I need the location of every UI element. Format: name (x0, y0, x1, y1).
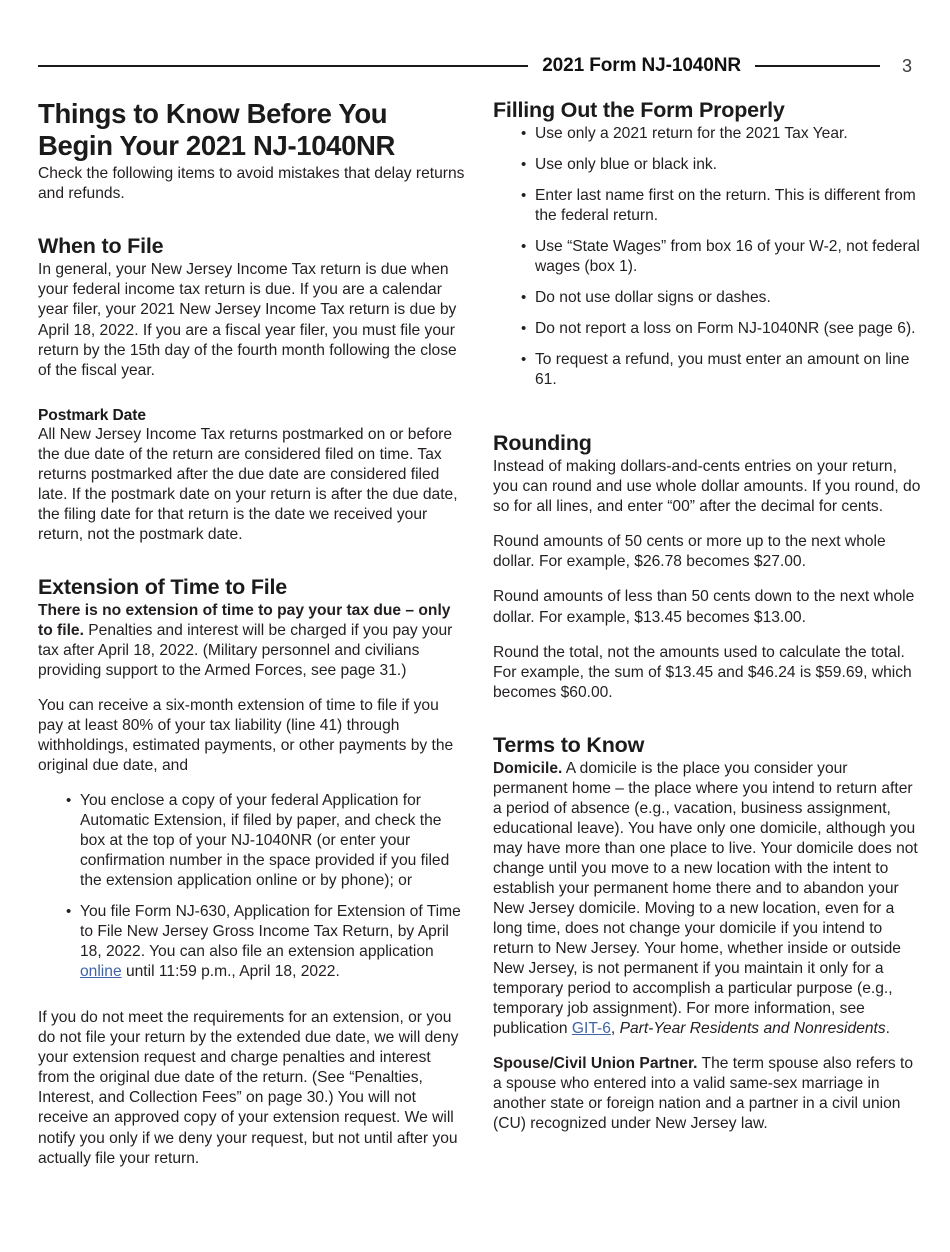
bullet-text-after-link: until 11:59 p.m., April 18, 2022. (121, 963, 340, 981)
rounding-paragraph-3: Round amounts of less than 50 cents down to the next whole dollar. For example, $13.45 becomes $13.00. (493, 588, 915, 626)
postmark-paragraph: All New Jersey Income Tax returns postmarked on or before the due date of the return are considered filed on time. Tax returns postmarked after the due date are considered filed late. If the postmark date on your return is after the due date, the filing date for that return is the date we received your return, not the postmark date. (38, 425, 458, 543)
rounding-paragraph-1: Instead of making dollars-and-cents entries on your return, you can round and use whole dollar amounts. If you round, do so for all lines, and enter “00” after the decimal for cents. (493, 458, 921, 516)
left-column (38, 98, 465, 1169)
section-heading-terms-to-know: Terms to Know (493, 732, 645, 757)
section-heading-extension: Extension of Time to File (38, 574, 288, 599)
spouse-definition (493, 1054, 923, 1134)
two-column-body (38, 98, 920, 1169)
section-heading-filling-out: Filling Out the Form Properly (493, 98, 785, 122)
list-item: • Use “State Wages” from box 16 of your W-2, not federal wages (box 1). (521, 237, 923, 277)
spacer (493, 401, 923, 431)
rounding-paragraph-4: Round the total, not the amounts used to calculate the total. For example, the sum of $13.45 and $46.24 is $59.69, which becomes $60.00. (493, 643, 912, 701)
online-extension-link[interactable]: online (80, 963, 122, 981)
list-item: • Do not use dollar signs or dashes. (521, 288, 923, 308)
extension-paragraph-1 (38, 601, 465, 681)
spacer (38, 545, 465, 575)
list-item: • You enclose a copy of your federal Application for Automatic Extension, if filed by paper, and check the box at the top of your NJ-1040NR (or enter your confirmation number in the space provided if you filed the extension application online or by phone); or (66, 791, 465, 891)
right-column (493, 98, 923, 1169)
extension-paragraph-2: You can receive a six-month extension of time to file if you pay at least 80% of your tax liability (line 41) through withholdings, estimated payments, or other payments by the original due date, and (38, 696, 454, 774)
spouse-text: The term spouse also refers to a spouse who entered into a valid same-sex marriage in another state or foreign nation and a partner in a civil union (CU) recognized under New Jersey law. (493, 1055, 914, 1133)
list-item: • Enter last name first on the return. This is different from the federal return. (521, 186, 923, 226)
when-to-file-paragraph: In general, your New Jersey Income Tax return is due when your federal income tax return is due. If you are a calendar year filer, your 2021 New Jersey Income Tax return is due by April 18, 2022. If you are a fiscal year filer, you must file your return by the 15th day of the fourth month following the close of the fiscal year. (38, 261, 457, 379)
spacer (493, 703, 923, 733)
list-item: • Do not report a loss on Form NJ-1040NR (see page 6). (521, 319, 923, 339)
bullet-text-before-link: You file Form NJ-630, Application for Extension of Time to File New Jersey Gross Income Tax Return, by April 18, 2022. You can also file an extension application (80, 903, 461, 961)
extension-paragraph-3: If you do not meet the requirements for an extension, or you do not file your return by the extended due date, we will deny your extension request and charge penalties and interest from the original due date of the return. (See “Penalties, Interest, and Collection Fees” on page 30.) You will not receive an approved copy of your extension request. We will notify you only if we deny your request, but not until after you actually file your return. (38, 1009, 459, 1167)
domicile-text-after: . (885, 1020, 891, 1038)
domicile-text-before-link: A domicile is the place you consider your permanent home – the place where you intend to return after a period of absence (e.g., vacation, business assignment, educational leave). You have only one domicile, although you may have more than one place to live. Your domicile does not change until you move to a new location with the intent to establish your permanent home there and to abandon your New Jersey domicile. Moving to a new location, even for a long time, does not change your domicile if you intend to return to New Jersey. Your home, whether inside or outside New Jersey, is not permanent if you maintain it only for a temporary period to accomplish a particular purpose (e.g., temporary job assignment). For more information, see publication (493, 759, 918, 1038)
rounding-paragraph-2: Round amounts of 50 cents or more up to the next whole dollar. For example, $26.78 becomes $27.00. (493, 533, 886, 571)
running-header (38, 50, 912, 82)
page-number: 3 (901, 55, 912, 76)
subheading-postmark-date: Postmark Date (38, 406, 146, 424)
domicile-publication-title: Part-Year Residents and Nonresidents (619, 1020, 886, 1038)
section-heading-when-to-file: When to File (38, 234, 164, 259)
spacer (38, 993, 465, 1008)
spacer (38, 204, 465, 234)
extension-bold-lead: There is no extension of time to pay your tax due – only to file. (38, 601, 451, 639)
header-rule-left (38, 65, 528, 67)
list-item: • Use only blue or black ink. (521, 155, 923, 175)
spacer (38, 776, 465, 791)
page-title: Things to Know Before You Begin Your 2021 NJ-1040NR (38, 98, 396, 162)
term-domicile: Domicile. (493, 759, 563, 777)
filling-out-bullet-list (493, 124, 923, 390)
header-title: 2021 Form NJ-1040NR (542, 55, 741, 76)
intro-paragraph: Check the following items to avoid mistakes that delay returns and refunds. (38, 165, 465, 203)
domicile-definition (493, 759, 923, 1039)
section-heading-rounding: Rounding (493, 431, 592, 456)
list-item (66, 902, 465, 982)
domicile-comma: , (610, 1020, 620, 1038)
extension-bullet-list (38, 791, 465, 982)
header-rule-right (755, 65, 880, 67)
extension-lead-rest: Penalties and interest will be charged if you pay your tax after April 18, 2022. (Military personnel and civilians providing support to the Armed Forces, see page 31.) (38, 621, 453, 679)
term-spouse-civil-union-partner: Spouse/Civil Union Partner. (493, 1055, 698, 1073)
list-item: • Use only a 2021 return for the 2021 Tax Year. (521, 124, 923, 144)
spacer (38, 381, 465, 407)
git-6-publication-link[interactable]: GIT-6 (571, 1020, 611, 1038)
list-item: • To request a refund, you must enter an amount on line 61. (521, 350, 923, 390)
